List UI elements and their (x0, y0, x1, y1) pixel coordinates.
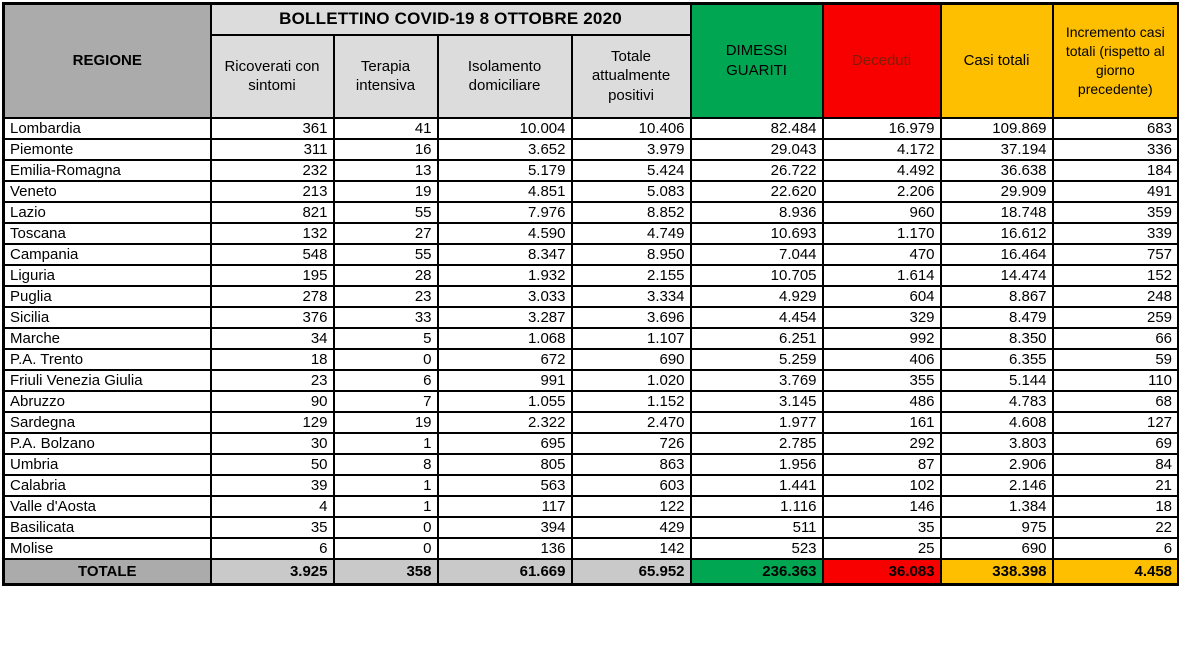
cell-region-name: Umbria (4, 454, 211, 475)
cell-value: 36.638 (941, 160, 1053, 181)
cell-value: 0 (334, 538, 438, 559)
total-cell: 65.952 (572, 559, 691, 585)
cell-value: 16.979 (823, 118, 941, 139)
cell-value: 10.693 (691, 223, 823, 244)
cell-value: 3.803 (941, 433, 1053, 454)
cell-region-name: Sicilia (4, 307, 211, 328)
cell-value: 406 (823, 349, 941, 370)
table-row (4, 118, 1179, 139)
cell-value: 3.769 (691, 370, 823, 391)
column-header-incremento-casi: Incremento casi totali (rispetto al giorno precedente) (1053, 4, 1179, 118)
total-cell: 36.083 (823, 559, 941, 585)
cell-region-name: Lazio (4, 202, 211, 223)
cell-value: 6.355 (941, 349, 1053, 370)
cell-region-name: Puglia (4, 286, 211, 307)
cell-value: 1 (334, 496, 438, 517)
cell-value: 29.043 (691, 139, 823, 160)
cell-value: 1.384 (941, 496, 1053, 517)
cell-value: 213 (211, 181, 334, 202)
table-row (4, 433, 1179, 454)
cell-value: 8.350 (941, 328, 1053, 349)
table-row (4, 538, 1179, 559)
cell-value: 278 (211, 286, 334, 307)
cell-value: 821 (211, 202, 334, 223)
cell-value: 4.749 (572, 223, 691, 244)
cell-region-name: Veneto (4, 181, 211, 202)
cell-value: 394 (438, 517, 572, 538)
cell-value: 2.322 (438, 412, 572, 433)
cell-value: 59 (1053, 349, 1179, 370)
total-cell: 3.925 (211, 559, 334, 585)
cell-value: 805 (438, 454, 572, 475)
table-row (4, 412, 1179, 433)
cell-value: 4.851 (438, 181, 572, 202)
cell-value: 7 (334, 391, 438, 412)
table-row (4, 265, 1179, 286)
cell-value: 195 (211, 265, 334, 286)
table-row (4, 454, 1179, 475)
cell-region-name: Valle d'Aosta (4, 496, 211, 517)
table-row (4, 202, 1179, 223)
cell-value: 16 (334, 139, 438, 160)
column-header-terapia-intensiva: Terapia intensiva (334, 35, 438, 118)
cell-value: 27 (334, 223, 438, 244)
cell-region-name: Lombardia (4, 118, 211, 139)
cell-value: 726 (572, 433, 691, 454)
table-row (4, 517, 1179, 538)
cell-value: 4.783 (941, 391, 1053, 412)
cell-value: 5.259 (691, 349, 823, 370)
cell-region-name: P.A. Bolzano (4, 433, 211, 454)
cell-value: 110 (1053, 370, 1179, 391)
cell-value: 0 (334, 349, 438, 370)
cell-region-name: Basilicata (4, 517, 211, 538)
cell-value: 975 (941, 517, 1053, 538)
cell-value: 1.068 (438, 328, 572, 349)
table-row (4, 391, 1179, 412)
table-header (4, 4, 1179, 118)
cell-value: 259 (1053, 307, 1179, 328)
table-footer (4, 559, 1179, 585)
cell-value: 16.464 (941, 244, 1053, 265)
cell-value: 41 (334, 118, 438, 139)
cell-value: 329 (823, 307, 941, 328)
cell-value: 4.454 (691, 307, 823, 328)
total-label: TOTALE (4, 559, 211, 585)
cell-value: 2.146 (941, 475, 1053, 496)
cell-value: 960 (823, 202, 941, 223)
cell-value: 690 (572, 349, 691, 370)
cell-value: 604 (823, 286, 941, 307)
cell-value: 37.194 (941, 139, 1053, 160)
cell-value: 355 (823, 370, 941, 391)
cell-value: 5.144 (941, 370, 1053, 391)
cell-value: 69 (1053, 433, 1179, 454)
cell-value: 21 (1053, 475, 1179, 496)
cell-value: 1.055 (438, 391, 572, 412)
cell-value: 8.479 (941, 307, 1053, 328)
cell-region-name: Toscana (4, 223, 211, 244)
column-header-deceduti: Deceduti (823, 4, 941, 118)
cell-value: 1.956 (691, 454, 823, 475)
cell-value: 6 (334, 370, 438, 391)
cell-region-name: Calabria (4, 475, 211, 496)
cell-value: 3.033 (438, 286, 572, 307)
cell-value: 548 (211, 244, 334, 265)
cell-value: 18 (211, 349, 334, 370)
cell-value: 55 (334, 244, 438, 265)
table-row (4, 139, 1179, 160)
cell-value: 8.950 (572, 244, 691, 265)
cell-value: 10.004 (438, 118, 572, 139)
total-cell: 236.363 (691, 559, 823, 585)
cell-region-name: Friuli Venezia Giulia (4, 370, 211, 391)
cell-value: 4.172 (823, 139, 941, 160)
cell-value: 25 (823, 538, 941, 559)
cell-value: 1.977 (691, 412, 823, 433)
cell-region-name: Campania (4, 244, 211, 265)
cell-value: 33 (334, 307, 438, 328)
table-row (4, 496, 1179, 517)
cell-value: 4.492 (823, 160, 941, 181)
table-body (4, 118, 1179, 559)
cell-value: 2.155 (572, 265, 691, 286)
column-header-dimessi-guariti: DIMESSI GUARITI (691, 4, 823, 118)
cell-value: 29.909 (941, 181, 1053, 202)
cell-value: 127 (1053, 412, 1179, 433)
cell-value: 8.936 (691, 202, 823, 223)
cell-value: 1.152 (572, 391, 691, 412)
cell-value: 66 (1053, 328, 1179, 349)
cell-value: 1.170 (823, 223, 941, 244)
cell-value: 8.867 (941, 286, 1053, 307)
cell-value: 3.145 (691, 391, 823, 412)
cell-value: 336 (1053, 139, 1179, 160)
cell-value: 695 (438, 433, 572, 454)
table-row (4, 349, 1179, 370)
bulletin-title: BOLLETTINO COVID-19 8 OTTOBRE 2020 (211, 4, 691, 35)
cell-value: 14.474 (941, 265, 1053, 286)
cell-value: 690 (941, 538, 1053, 559)
cell-value: 136 (438, 538, 572, 559)
cell-value: 146 (823, 496, 941, 517)
cell-value: 4.929 (691, 286, 823, 307)
cell-value: 3.979 (572, 139, 691, 160)
cell-value: 361 (211, 118, 334, 139)
table-row (4, 160, 1179, 181)
cell-value: 232 (211, 160, 334, 181)
cell-value: 3.696 (572, 307, 691, 328)
cell-value: 6 (211, 538, 334, 559)
cell-value: 683 (1053, 118, 1179, 139)
cell-value: 122 (572, 496, 691, 517)
cell-value: 1.614 (823, 265, 941, 286)
cell-value: 1 (334, 475, 438, 496)
cell-value: 82.484 (691, 118, 823, 139)
column-header-totale-positivi: Totale attualmente positivi (572, 35, 691, 118)
cell-value: 0 (334, 517, 438, 538)
cell-value: 1.932 (438, 265, 572, 286)
cell-value: 34 (211, 328, 334, 349)
cell-value: 4.590 (438, 223, 572, 244)
cell-value: 152 (1053, 265, 1179, 286)
cell-value: 7.044 (691, 244, 823, 265)
cell-value: 22 (1053, 517, 1179, 538)
cell-value: 1.020 (572, 370, 691, 391)
cell-region-name: Sardegna (4, 412, 211, 433)
cell-value: 863 (572, 454, 691, 475)
cell-value: 757 (1053, 244, 1179, 265)
cell-value: 3.287 (438, 307, 572, 328)
cell-value: 161 (823, 412, 941, 433)
cell-value: 5.424 (572, 160, 691, 181)
cell-value: 563 (438, 475, 572, 496)
cell-value: 672 (438, 349, 572, 370)
cell-value: 5.083 (572, 181, 691, 202)
cell-value: 4.608 (941, 412, 1053, 433)
cell-value: 511 (691, 517, 823, 538)
cell-value: 18.748 (941, 202, 1053, 223)
total-cell: 358 (334, 559, 438, 585)
cell-value: 523 (691, 538, 823, 559)
cell-value: 28 (334, 265, 438, 286)
cell-value: 486 (823, 391, 941, 412)
cell-value: 109.869 (941, 118, 1053, 139)
cell-value: 5 (334, 328, 438, 349)
cell-region-name: Liguria (4, 265, 211, 286)
cell-value: 2.785 (691, 433, 823, 454)
cell-value: 3.334 (572, 286, 691, 307)
cell-value: 491 (1053, 181, 1179, 202)
cell-value: 132 (211, 223, 334, 244)
cell-region-name: Emilia-Romagna (4, 160, 211, 181)
cell-value: 991 (438, 370, 572, 391)
cell-value: 10.406 (572, 118, 691, 139)
cell-value: 55 (334, 202, 438, 223)
cell-value: 4 (211, 496, 334, 517)
cell-value: 339 (1053, 223, 1179, 244)
table-row (4, 370, 1179, 391)
cell-value: 7.976 (438, 202, 572, 223)
cell-value: 35 (823, 517, 941, 538)
cell-value: 292 (823, 433, 941, 454)
total-cell: 4.458 (1053, 559, 1179, 585)
cell-value: 68 (1053, 391, 1179, 412)
cell-value: 8.347 (438, 244, 572, 265)
cell-value: 39 (211, 475, 334, 496)
cell-value: 90 (211, 391, 334, 412)
cell-value: 1 (334, 433, 438, 454)
cell-value: 84 (1053, 454, 1179, 475)
table-row (4, 181, 1179, 202)
cell-value: 16.612 (941, 223, 1053, 244)
cell-value: 26.722 (691, 160, 823, 181)
cell-value: 13 (334, 160, 438, 181)
cell-value: 311 (211, 139, 334, 160)
table-row (4, 286, 1179, 307)
cell-value: 2.906 (941, 454, 1053, 475)
cell-value: 117 (438, 496, 572, 517)
total-cell: 61.669 (438, 559, 572, 585)
cell-value: 129 (211, 412, 334, 433)
cell-region-name: Molise (4, 538, 211, 559)
column-header-casi-totali: Casi totali (941, 4, 1053, 118)
cell-value: 8.852 (572, 202, 691, 223)
table-row (4, 307, 1179, 328)
cell-region-name: P.A. Trento (4, 349, 211, 370)
cell-value: 470 (823, 244, 941, 265)
cell-region-name: Abruzzo (4, 391, 211, 412)
cell-value: 23 (334, 286, 438, 307)
table-row (4, 328, 1179, 349)
cell-value: 992 (823, 328, 941, 349)
cell-value: 35 (211, 517, 334, 538)
cell-value: 376 (211, 307, 334, 328)
cell-value: 87 (823, 454, 941, 475)
cell-value: 8 (334, 454, 438, 475)
column-header-isolamento: Isolamento domiciliare (438, 35, 572, 118)
cell-value: 19 (334, 412, 438, 433)
cell-value: 23 (211, 370, 334, 391)
cell-value: 5.179 (438, 160, 572, 181)
cell-region-name: Piemonte (4, 139, 211, 160)
cell-value: 6 (1053, 538, 1179, 559)
cell-value: 50 (211, 454, 334, 475)
cell-value: 22.620 (691, 181, 823, 202)
cell-value: 10.705 (691, 265, 823, 286)
table-row (4, 223, 1179, 244)
cell-value: 429 (572, 517, 691, 538)
total-cell: 338.398 (941, 559, 1053, 585)
cell-value: 142 (572, 538, 691, 559)
cell-value: 2.206 (823, 181, 941, 202)
cell-value: 359 (1053, 202, 1179, 223)
table-row (4, 475, 1179, 496)
cell-value: 18 (1053, 496, 1179, 517)
cell-value: 2.470 (572, 412, 691, 433)
cell-value: 19 (334, 181, 438, 202)
cell-value: 6.251 (691, 328, 823, 349)
cell-value: 603 (572, 475, 691, 496)
table-row (4, 244, 1179, 265)
column-header-ricoverati: Ricoverati con sintomi (211, 35, 334, 118)
cell-value: 1.441 (691, 475, 823, 496)
cell-region-name: Marche (4, 328, 211, 349)
cell-value: 102 (823, 475, 941, 496)
cell-value: 1.116 (691, 496, 823, 517)
covid-table (2, 2, 1179, 586)
cell-value: 184 (1053, 160, 1179, 181)
cell-value: 30 (211, 433, 334, 454)
cell-value: 3.652 (438, 139, 572, 160)
cell-value: 1.107 (572, 328, 691, 349)
column-header-regione: REGIONE (4, 4, 211, 118)
cell-value: 248 (1053, 286, 1179, 307)
total-row (4, 559, 1179, 585)
